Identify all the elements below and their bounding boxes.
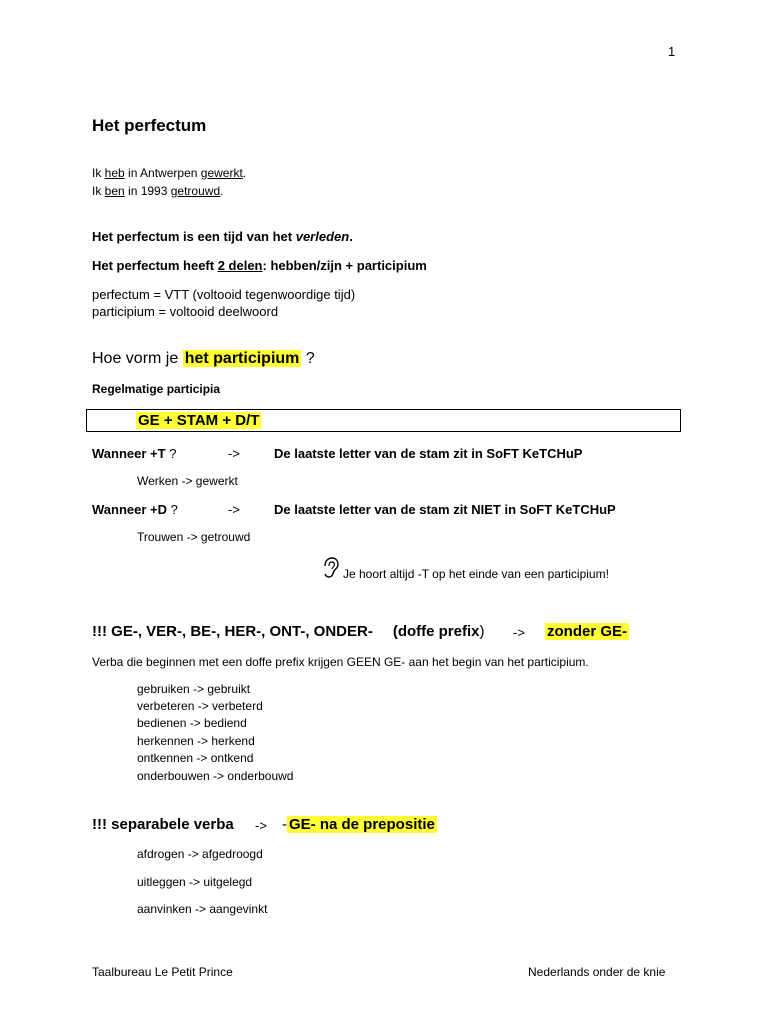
rule-d-arrow: -> [228, 502, 240, 517]
definition-line: Het perfectum is een tijd van het verleden. [92, 229, 353, 244]
footer-right: Nederlands onder de knie [528, 965, 666, 979]
question-highlight: het participium [184, 350, 300, 367]
example-sentence-2: Ik ben in 1993 getrouwd. [92, 184, 224, 198]
formula [136, 412, 261, 429]
regular-heading: Regelmatige participia [92, 382, 221, 396]
prefix-arrow: -> [513, 625, 525, 640]
formula-highlight: GE + STAM + D/T [138, 412, 260, 429]
page-title: Het perfectum [92, 116, 207, 135]
rule-t-arrow: -> [228, 446, 240, 461]
rule-t-text: De laatste letter van de stam zit in SoFT KeTCHuP [274, 446, 583, 461]
rule-d-text: De laatste letter van de stam zit NIET in SoFT KeTCHuP [274, 502, 616, 517]
abbreviation-perfectum: perfectum = VTT (voltooid tegenwoordige tijd) [92, 287, 356, 302]
prefix-rule: !!! GE-, VER-, BE-, HER-, ONT-, ONDER- (doffe prefix) [92, 623, 485, 640]
separable-example: aanvinken -> aangevinkt [137, 902, 268, 916]
prefix-example: ontkennen -> ontkend [137, 751, 254, 765]
example-d: Trouwen -> getrouwd [137, 530, 251, 544]
prefix-example: bedienen -> bediend [137, 716, 247, 730]
prefix-example: onderbouwen -> onderbouwd [137, 769, 294, 783]
prefix-example: verbeteren -> verbeterd [137, 699, 263, 713]
prefix-explanation: Verba die beginnen met een doffe prefix krijgen GEEN GE- aan het begin van het participium. [92, 655, 589, 669]
prefix-result [545, 623, 629, 640]
separable-result-highlight: GE- na de prepositie [289, 816, 435, 833]
prefix-example: herkennen -> herkend [137, 734, 255, 748]
separable-result: - GE- na de prepositie [282, 816, 435, 833]
footer-left: Taalbureau Le Petit Prince [92, 965, 233, 979]
example-sentence-1: Ik heb in Antwerpen gewerkt. [92, 166, 247, 180]
page-number: 1 [668, 44, 676, 59]
separable-example: afdrogen -> afgedroogd [137, 847, 263, 861]
ear-note: Je hoort altijd -T op het einde van een participium! [343, 567, 609, 581]
rule-d-label: Wanneer +D ? [92, 502, 178, 517]
separable-arrow: -> [255, 818, 267, 833]
separable-example: uitleggen -> uitgelegd [137, 875, 253, 889]
question-heading: Hoe vorm je het participium ? [92, 350, 315, 367]
abbreviation-participium: participium = voltooid deelwoord [92, 304, 279, 319]
ear-icon [320, 556, 340, 585]
example-t: Werken -> gewerkt [137, 474, 238, 488]
prefix-result-highlight: zonder GE- [547, 623, 628, 640]
parts-line: Het perfectum heeft 2 delen: hebben/zijn + participium [92, 258, 427, 273]
rule-t-label: Wanneer +T ? [92, 446, 177, 461]
prefix-example: gebruiken -> gebruikt [137, 682, 251, 696]
separable-rule: !!! separabele verba [92, 816, 234, 833]
